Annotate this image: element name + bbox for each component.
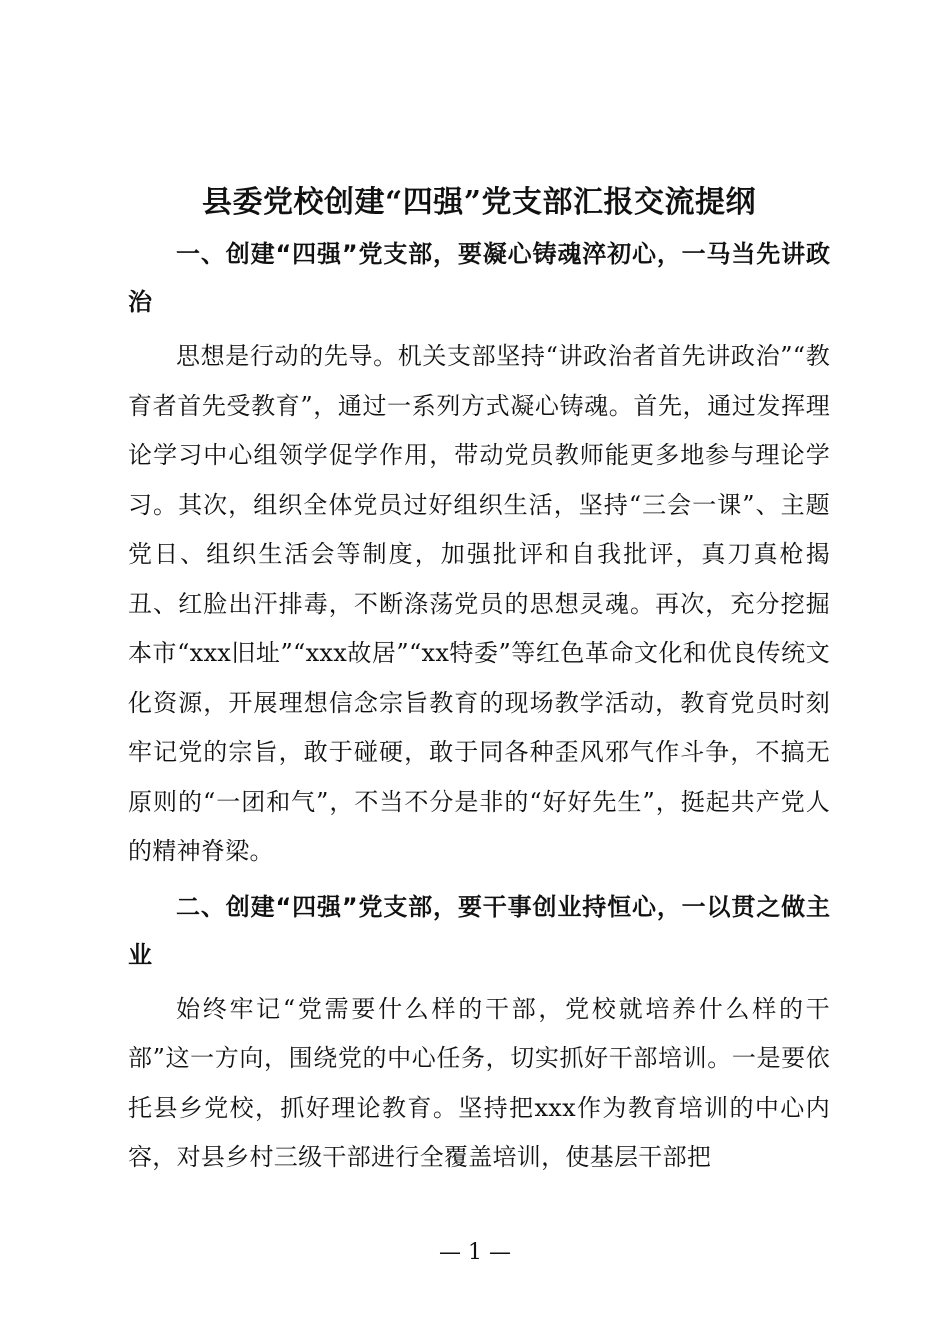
page-number: — 1 — (439, 1240, 511, 1265)
section-paragraph-2: 始终牢记“党需要什么样的干部，党校就培养什么样的干部”这一方向，围绕党的中心任务，切实抓好干部培训。一是要依托县乡党校，抓好理论教育。坚持把xxx作为教育培训的中心内容，对县乡村三级干部进行全覆盖培训，使基层干部把 (128, 994, 830, 1171)
section-heading-2: 二、创建“四强”党支部，要干事创业持恒心，一以贯之做主业 (128, 892, 830, 969)
section-heading-1: 一、创建“四强”党支部，要凝心铸魂淬初心，一马当先讲政治 (128, 240, 830, 316)
document-body (128, 180, 830, 1183)
section-paragraph-1: 思想是行动的先导。机关支部坚持“讲政治者首先讲政治”“教育者首先受教育”，通过一系列方式凝心铸魂。首先，通过发挥理论学习中心组领学促学作用，带动党员教师能更多地参与理论学习。其次，组织全体党员过好组织生活，坚持“三会一课”、主题党日、组织生活会等制度，加强批评和自我批评，真刀真枪揭丑、红脸出汗排毒，不断涤荡党员的思想灵魂。再次，充分挖掘本市“xxx旧址”“xxx故居”“xx特委”等红色革命文化和优良传统文化资源，开展理想信念宗旨教育的现场教学活动，教育党员时刻牢记党的宗旨，敢于碰硬，敢于同各种歪风邪气作斗争，不搞无原则的“一团和气”，不当不分是非的“好好先生”，挺起共产党人的精神脊梁。 (128, 342, 830, 865)
document-title: 县委党校创建“四强”党支部汇报交流提纲 (201, 185, 756, 220)
